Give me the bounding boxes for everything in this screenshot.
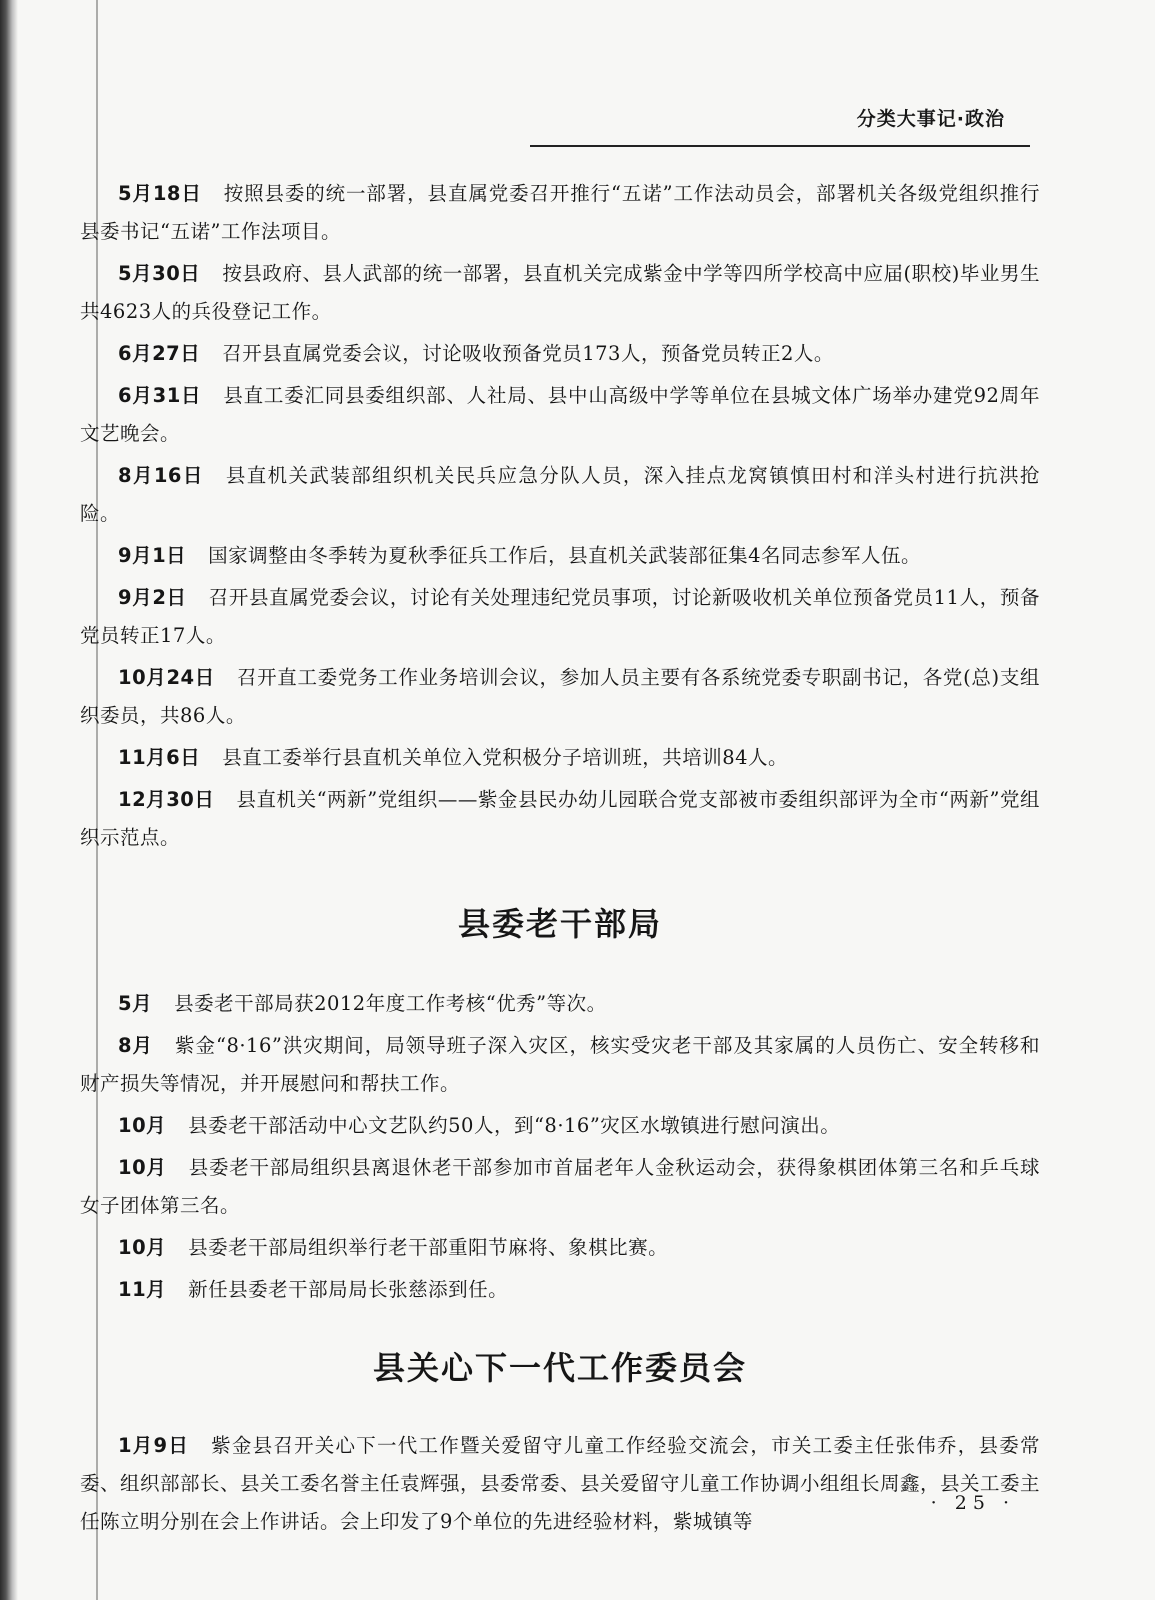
section-title-veteran-cadres-bureau: 县委老干部局 [457, 905, 662, 943]
entry [80, 985, 1040, 1023]
entry-text: 按照县委的统一部署，县直属党委召开推行“五诺”工作法动员会，部署机关各级党组织推行县委书记“五诺”工作法项目。 [80, 182, 1040, 243]
entry-date: 6月27日 [118, 342, 201, 365]
entry [80, 377, 1040, 453]
entry [80, 739, 1040, 777]
entry-text: 新任县委老干部局局长张慈添到任。 [188, 1278, 509, 1301]
section-veteran-cadres-bureau [80, 985, 1040, 1309]
entry [80, 255, 1040, 331]
entry-date: 1月9日 [118, 1434, 190, 1457]
entry [80, 537, 1040, 575]
entry-date: 8月16日 [118, 464, 204, 487]
entry-date: 11月 [118, 1278, 167, 1301]
entry [80, 335, 1040, 373]
entry [80, 1149, 1040, 1225]
entry [80, 781, 1040, 857]
section-title-next-generation-committee: 县关心下一代工作委员会 [372, 1349, 747, 1387]
entry-text: 县直工委汇同县委组织部、人社局、县中山高级中学等单位在县城文体广场举办建党92周年文艺晚会。 [80, 384, 1040, 445]
entry-date: 10月 [118, 1156, 167, 1179]
header-rule [530, 145, 1030, 147]
running-header: 分类大事记·政治 [856, 108, 1005, 130]
entry-date: 8月 [118, 1034, 154, 1057]
entry-date: 11月6日 [118, 746, 201, 769]
entry-date: 12月30日 [118, 788, 215, 811]
entry-text: 召开县直属党委会议，讨论吸收预备党员173人，预备党员转正2人。 [222, 342, 834, 365]
entry-date: 10月 [118, 1236, 167, 1259]
entry [80, 659, 1040, 735]
entry-text: 县直机关“两新”党组织——紫金县民办幼儿园联合党支部被市委组织部评为全市“两新”党组织示范点。 [80, 788, 1040, 849]
page-number: · 25 · [930, 1492, 1015, 1514]
entry-date: 9月2日 [118, 586, 187, 609]
entry-date: 5月18日 [118, 182, 202, 205]
binding-edge [0, 0, 18, 1600]
entry [80, 1107, 1040, 1145]
entry [80, 457, 1040, 533]
entry-text: 按县政府、县人武部的统一部署，县直机关完成紫金中学等四所学校高中应届(职校)毕业男生共4623人的兵役登记工作。 [80, 262, 1040, 323]
page-content [80, 175, 1040, 1545]
entry [80, 1271, 1040, 1309]
section-next-generation-committee [80, 1427, 1040, 1541]
entry-date: 10月 [118, 1114, 167, 1137]
entry-text: 紫金县召开关心下一代工作暨关爱留守儿童工作经验交流会，市关工委主任张伟乔，县委常委、组织部部长、县关工委名誉主任袁辉强，县委常委、县关爱留守儿童工作协调小组组长周鑫，县关工委主任陈立明分别在会上作讲话。会上印发了9个单位的先进经验材料，紫城镇等 [80, 1434, 1041, 1533]
entry-text: 紫金“8·16”洪灾期间，局领导班子深入灾区，核实受灾老干部及其家属的人员伤亡、安全转移和财产损失等情况，并开展慰问和帮扶工作。 [80, 1034, 1040, 1095]
entry-text: 召开县直属党委会议，讨论有关处理违纪党员事项，讨论新吸收机关单位预备党员11人，预备党员转正17人。 [80, 586, 1040, 647]
section-party-committee [80, 175, 1040, 857]
entry-date: 10月24日 [118, 666, 215, 689]
entry [80, 1229, 1040, 1267]
entry [80, 579, 1040, 655]
entry-text: 国家调整由冬季转为夏秋季征兵工作后，县直机关武装部征集4名同志参军人伍。 [208, 544, 922, 567]
entry-text: 县直工委举行县直机关单位入党积极分子培训班，共培训84人。 [222, 746, 789, 769]
entry-text: 县委老干部活动中心文艺队约50人，到“8·16”灾区水墩镇进行慰问演出。 [188, 1114, 841, 1137]
entry-text: 县委老干部局组织县离退休老干部参加市首届老年人金秋运动会，获得象棋团体第三名和乒乓球女子团体第三名。 [80, 1156, 1040, 1217]
entry-text: 县直机关武装部组织机关民兵应急分队人员，深入挂点龙窝镇慎田村和洋头村进行抗洪抢险。 [80, 464, 1040, 525]
entry-text: 召开直工委党务工作业务培训会议，参加人员主要有各系统党委专职副书记，各党(总)支组织委员，共86人。 [80, 666, 1041, 727]
entry-date: 5月 [118, 992, 153, 1015]
entry-date: 6月31日 [118, 384, 202, 407]
entry-date: 5月30日 [118, 262, 201, 285]
entry [80, 1027, 1040, 1103]
entry [80, 175, 1040, 251]
entry-text: 县委老干部局获2012年度工作考核“优秀”等次。 [174, 992, 607, 1015]
entry-date: 9月1日 [118, 544, 187, 567]
entry [80, 1427, 1040, 1541]
entry-text: 县委老干部局组织举行老干部重阳节麻将、象棋比赛。 [188, 1236, 669, 1259]
